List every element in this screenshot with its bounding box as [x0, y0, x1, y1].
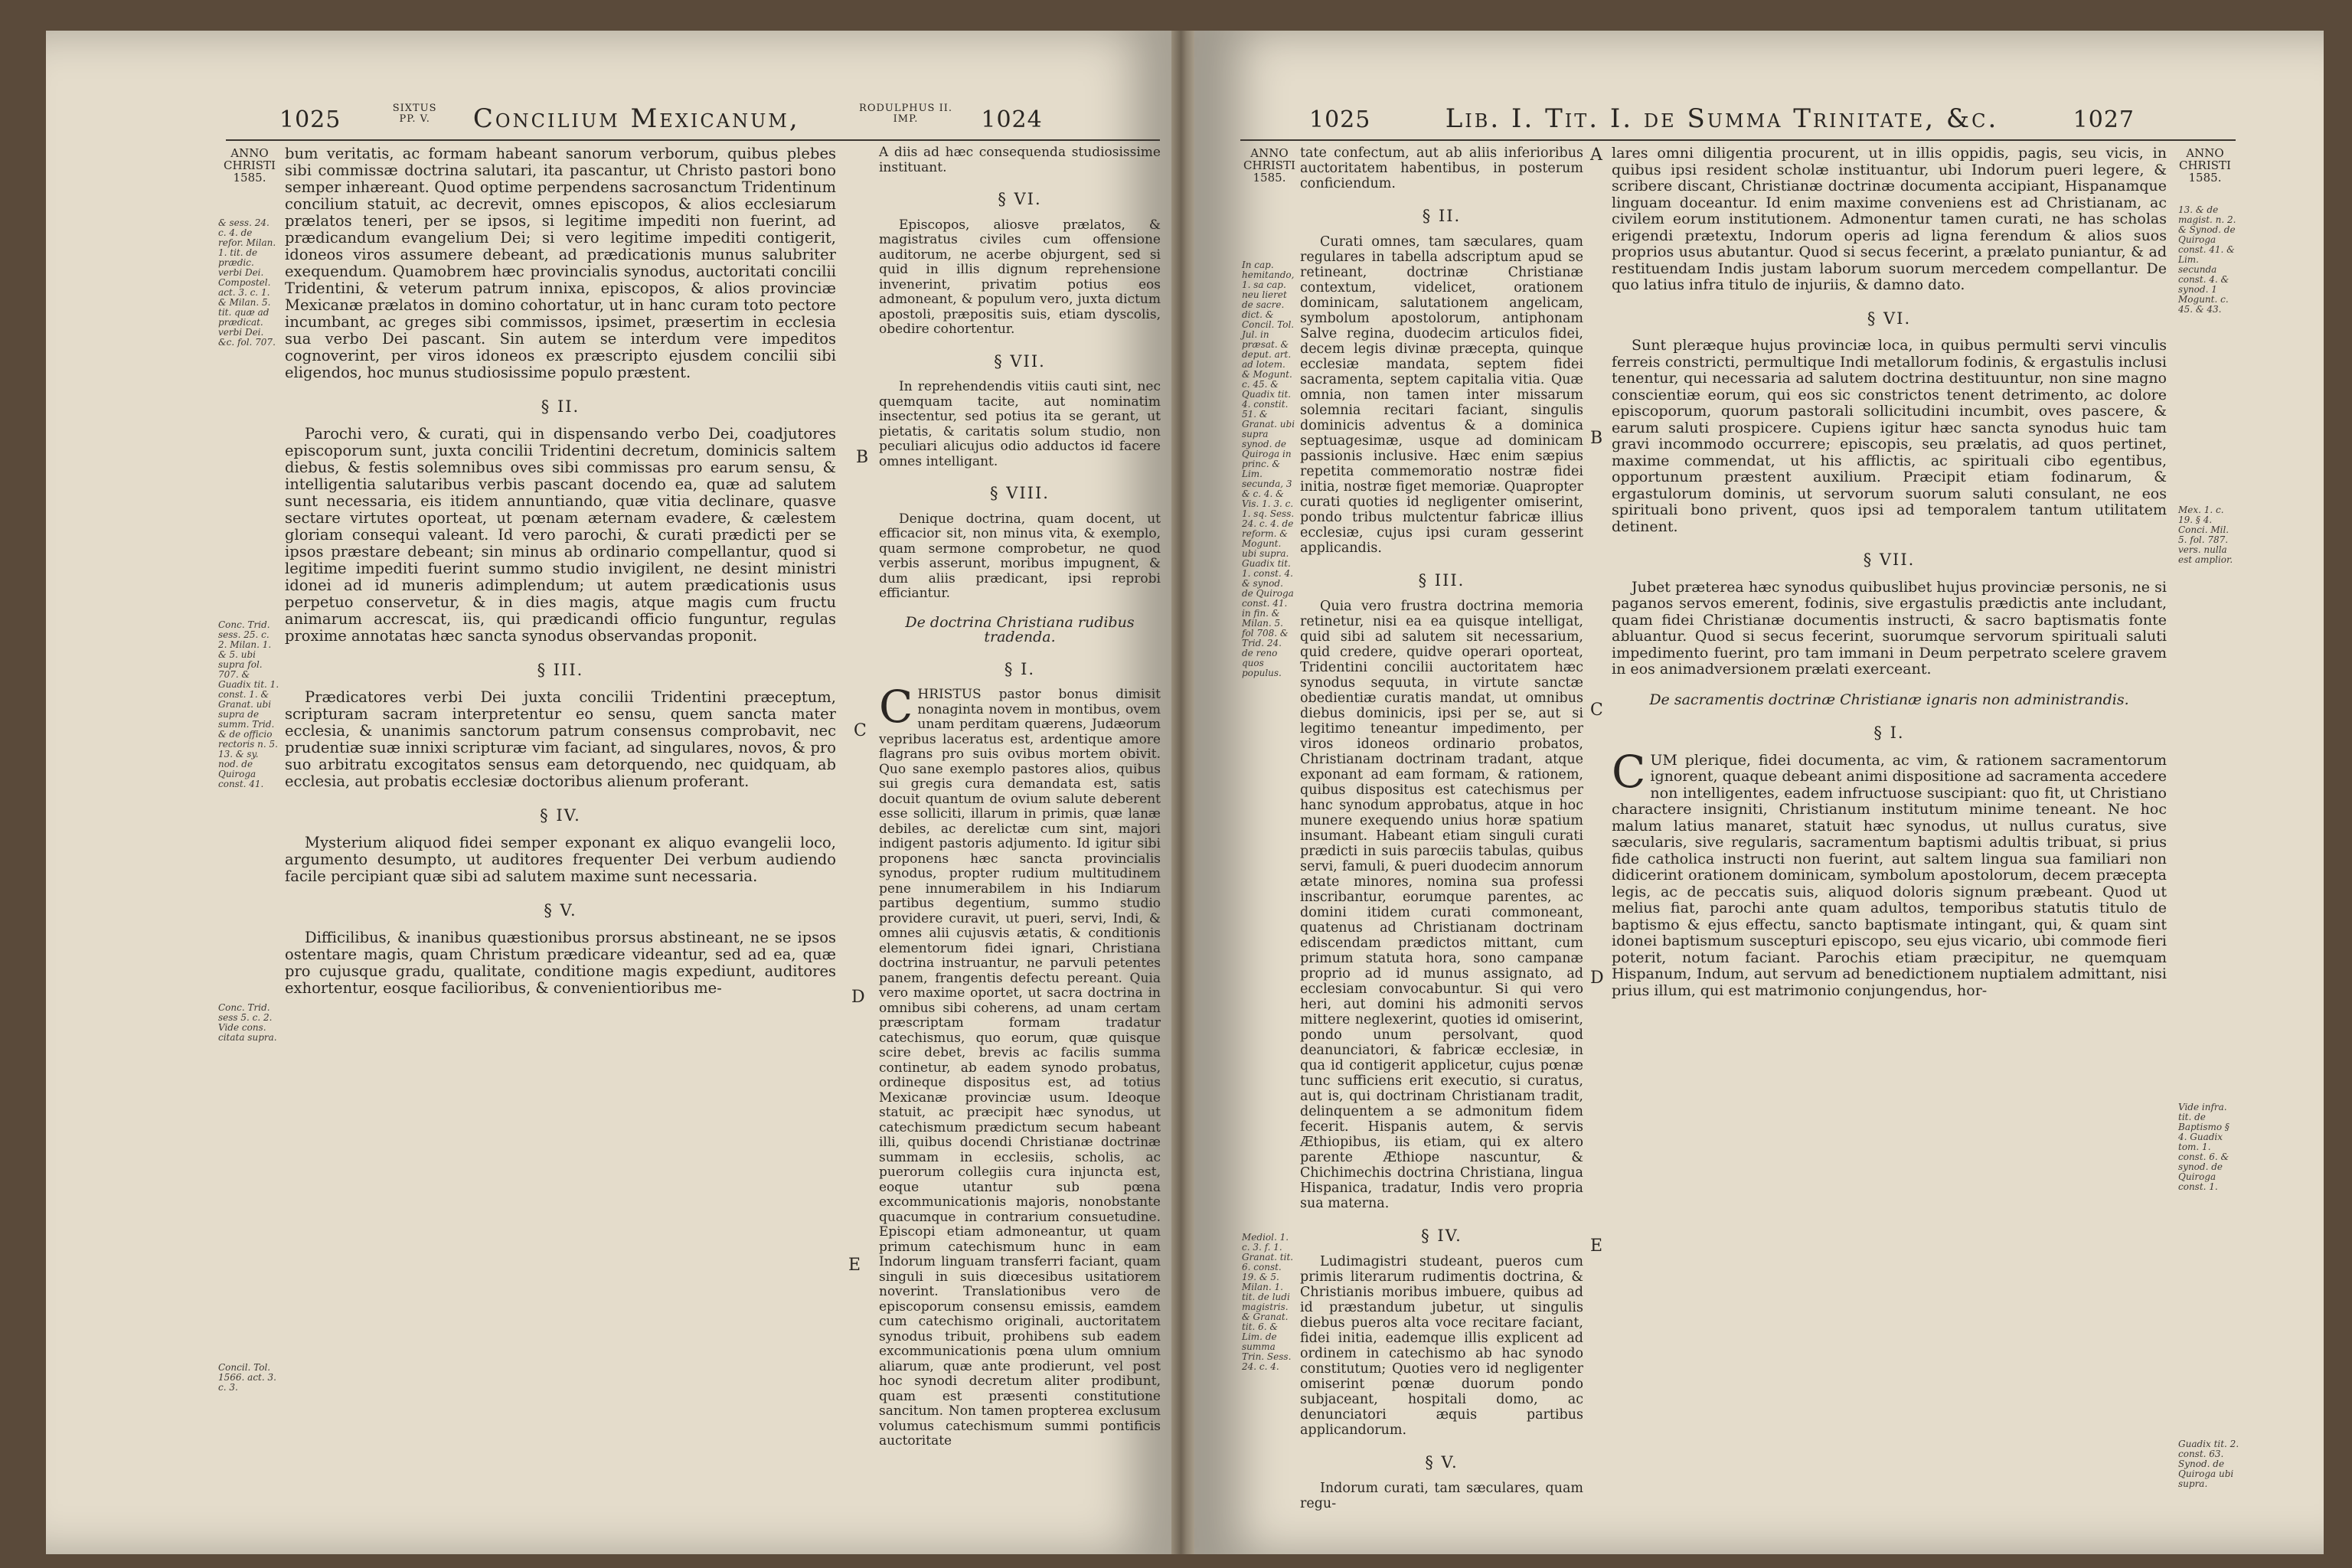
right-page	[1194, 31, 2324, 1554]
section-letter: C	[1590, 701, 1603, 720]
section-letter: B	[1590, 429, 1603, 448]
section-heading: § V.	[544, 901, 577, 920]
drop-cap: C	[1612, 745, 1646, 798]
paragraph: Prædicatores verbi Dei juxta concilii Tridentini præceptum, scripturam sacram interpretentur eo sensu, quem sancta mater ecclesia, & unanimis sanctorum patrum consensus comprobavit, nec prudentiæ suæ innixi scripturæ vim faciant, ad singulares, novos, & pro suo arbitratu excogitatos sensus eam detorquendo, nec quidquam, ab ecclesia, aut probatis ecclesiæ doctoribus alienum proferant.	[285, 688, 836, 790]
paragraph: Difficilibus, & inanibus quæstionibus prorsus abstineant, ne se ipsos ostentare magis, quam Christum prædicare videantur, sed ad ea, quæ pro cujusque gradu, qualitate, conditione magis expediunt, auditores exhortentur, eosque facilioribus, & convenientioribus me-	[285, 929, 836, 997]
section-heading: § VI.	[998, 190, 1042, 208]
right-page-number: 1027	[2073, 106, 2135, 133]
margin-note: Mex. 1. c. 19. § 4. Conci. Mil. 5. fol. 787. vers. nulla est amplior.	[2178, 505, 2233, 565]
section-letter: D	[851, 988, 865, 1007]
paragraph: Denique doctrina, quam docent, ut efficacior sit, non minus vita, & exemplo, quam sermone comprobetur, ne quod verbis asserunt, moribus impugnent, & dum aliis prædicant, ipsi reprobi efficiantur.	[879, 511, 1161, 601]
section-letter: A	[1590, 145, 1602, 165]
left-page-header	[279, 103, 1043, 134]
paragraph: Mysterium aliquod fidei semper exponant ex aliquo evangelii loco, argumento desumpto, ut auditores frequenter Dei verbum audiendo facile percipiant quæ sibi ad salutem maxime sunt necessaria.	[285, 834, 836, 885]
anno-label: ANNO CHRISTI 1585.	[224, 146, 276, 185]
paragraph: Parochi vero, & curati, qui in dispensando verbo Dei, coadjutores episcoporum sunt, juxta concilii Tridentini decretum, dominicis saltem diebus, & festis solemnibus oves sibi commissas pro earum sensu, & intelligentia salutaribus verbis pascant docendo ea, quæ ad salutem sunt necessaria, eis itidem annuntiando, quæ vitia declinare, quasve sectare virtutes oporteat, ut pœnam æternam evadere, & cælestem gloriam consequi valeant. Id vero parochi, & curati prædicti per se ipsos præstare debeant; sin minus ab ordinario compellantur, quod si legitime impediti fuerint summo studio invigilent, ne desint ministri idonei ad id muneris adimplendum; ut autem prædicationis usus perpetuo conservetur, & in dies magis, atque magis cum fructu animarum accrescat, iis, qui prædicandi officio funguntur, regulas proxime annotatas hæc sancta synodus observandas proponit.	[285, 425, 836, 645]
margin-note: 13. & de magist. n. 2. & Synod. de Quiroga const. 41. & Lim. secunda const. 4. & synod. 1 Mogunt. c. 45. & 43.	[2178, 204, 2236, 315]
paragraph: bum veritatis, ac formam habeant sanorum verborum, quibus plebes sibi commissæ doctrina salutari, ita pascantur, ut Christo pastori bono semper inhæreant. Quod optime perpendens sacrosanctum Tridentinum concilium statuit, ac decrevit, omnes episcopos, & alios ecclesiarum prælatos teneri, per se ipsos, si legitime impediti non fuerint, ad prædicandum evangelium Dei; si vero legitime impediti contigerit, idoneos viros assumere debeant, ad prædicationis munus salubriter exequendum. Quamobrem hæc provincialis synodus, auctoritati concilii Tridentini, & veterum patrum innixa, episcopos, & alios provinciæ Mexicanæ prælatos in domino cohortatur, ut in hanc curam toto pectore incumbant, ac greges sibi commissos, ipsimet, præsertim in ecclesia sua verbo Dei pascant. Sin autem se interdum vere impeditos cognoverint, per viros idoneos ex præscripto ejusdem concilii sibi eligendos, hoc munus studiosissime populo præstent.	[285, 145, 836, 381]
section-heading: § V.	[1425, 1453, 1459, 1472]
section-heading: § IV.	[1421, 1227, 1462, 1245]
section-letter: B	[856, 448, 869, 467]
margin-note: Conc. Trid. sess. 25. c. 2. Milan. 1. & 5. ubi supra fol. 707. & Guadix tit. 1. const. 1. & Granat. ubi supra de summ. Trid. & de officio rectoris n. 5. 13. & sy. nod. de Quiroga const. 41.	[218, 619, 279, 789]
paragraph: CUM plerique, fidei documenta, ac vim, & rationem sacramentorum ignorent, quaque debeant animi dispositione ad sacramenta accedere non intelligentes, eadem infructuose suscipiant: quo fit, ut Christiano charactere insigniti, Christianum institutum minime teneant. Ne hoc malum latius manaret, statuit hæc synodus, ut nullus curatus, sive sæcularis, sive regularis, sacramentum baptismi adultis tribuat, si prius fide catholica instructi non fuerint, aut saltem lingua sua familiari non didicerint orationem dominicam, symbolum apostolorum, decem præcepta legis, ac de peccatis suis, aliquod doloris signum præbeant. Quod ut melius fiat, parochi ante quam adultos, temporibus statutis titulo de baptismo & ejus effectu, sancto baptismate intingant, qui, & quam sint idonei baptismum suscepturi episcopo, seu ejus vicario, ubi commode fieri poterit, notum faciant. Parochis etiam præcipitur, ne quemquam Hispanum, Indum, aut servum ad benedictionem nuptialem admittant, nisi prius illum, qui est matrimonio conjungendus, hor-	[1612, 745, 2167, 999]
anno-label: ANNO CHRISTI 1585.	[2179, 146, 2231, 185]
rodulphus-label: RODULPHUS II. IMP.	[859, 103, 952, 125]
paragraph: CHRISTUS pastor bonus dimisit nonaginta novem in montibus, ovem unam perditam quærens, Judæorum vepribus laceratus est, ardentique amore flagrans pro suis ovibus mortem obivit. Quo sane exemplo pastores alios, quibus sui gregis cura demandata est, satis docuit quantum de ovium salute deberent esse solliciti, illarum in primis, quæ lanæ debiles, ac derelictæ cum sint, majori indigent pastoris adjumento. Id igitur sibi proponens hæc sancta provincialis synodus, propter rudium multitudinem pene innumerabilem in his Indiarum partibus degentium, summo studio providere curavit, ut pueri, servi, Indi, & omnes alii cujusvis ætatis, & conditionis elementorum fidei ignari, Christiana doctrina instruantur, ne parvuli petentes panem, frangentis defectu pereant. Quia vero maxime oportet, ut sacra doctrina in omnibus sibi coherens, ad unam certam præscriptam formam tradatur catechismus, quo eorum, quæ quisque scire debet, brevis ac facilis summa continetur, ab eadem synodo probatus, ordineque dispositus est, ad totius Mexicanæ provinciæ usum. Ideoque statuit, ac præcipit hæc synodus, ut catechismum prædictum secum habeant illi, quibus docendi Christianæ doctrinæ summam in ecclesiis, scholis, ac puerorum collegiis cura injuncta est, eoque utantur sub pœna excommunicationis majoris, nonobstante quacumque in contrarium consuetudine. Episcopi etiam admoneantur, ut quam primum catechismum hunc in eam Indorum linguam transferri faciant, quam singuli in suis diœcesibus usitatiorem noverint. Translationibus vero de episcoporum consensu emissis, eamdem cum catechismo originali, auctoritatem synodus tribuit, prohibens sub eadem excommunicationis pœna ulum omnium aliarum, quæ ante prodierunt, vel post hoc synodi decretum aliter prodibunt, quam est præsenti constitutione sancitum. Non tamen propterea exclusum volumus catechismum summi pontificis auctoritate	[879, 681, 1161, 1449]
paragraph: Indorum curati, tam sæculares, quam regu-	[1300, 1481, 1583, 1511]
paragraph: Episcopos, aliosve prælatos, & magistratus civiles cum offensione auditorum, ne acerbe objurgent, sed si quid in illis dignum reprehensione invenerint, privatim potius eos admoneant, & populum vero, juxta dictum apostoli, præpositis suis, etiam dyscolis, obedire cohortentur.	[879, 217, 1161, 337]
section-heading: § II.	[1422, 207, 1462, 225]
paragraph: Ludimagistri studeant, pueros cum primis literarum rudimentis doctrina, & Christianis moribus imbuere, quibus ad id præstandum jubetur, ut singulis diebus pueros alta voce recitare faciant, fidei initia, eademque illis explicent ad ordinem in catechismo ab hac synodo constitutum; Quoties vero id negligenter omiserint pœnæ duorum pondo subjaceant, hospitali domo, ac denunciatori æquis partibus applicandorum.	[1300, 1254, 1583, 1438]
header-rule	[226, 139, 1160, 141]
section-heading: § III.	[537, 661, 584, 679]
right-column-2	[1612, 145, 2167, 1004]
margin-note: Conc. Trid. sess 5. c. 2. Vide cons. citata supra.	[218, 1002, 277, 1043]
left-column-1	[285, 145, 836, 1001]
margin-note: & sess. 24. c. 4. de refor. Milan. 1. tit. de prædic. verbi Dei. Compostel. act. 3. c. 1. & Milan. 5. tit. quæ ad prædicat. verbi Dei. &c. fol. 707.	[218, 217, 276, 348]
left-page-title: Concilium Mexicanum,	[472, 103, 800, 134]
section-heading: § IV.	[540, 806, 581, 825]
margin-note: Guadix tit. 2. const. 63. Synod. de Quiroga ubi supra.	[2178, 1439, 2239, 1489]
section-heading: § I.	[1004, 659, 1036, 678]
margin-note: Mediol. 1. c. 3. f. 1. Granat. tit. 6. const. 19. & 5. Milan. 1. tit. de ludi magistris. & Granat. tit. 6. & Lim. de summa Trin. Sess. 24. c. 4.	[1242, 1232, 1294, 1372]
section-heading: § III.	[1418, 571, 1465, 590]
right-page-header	[1309, 103, 2135, 134]
section-heading: § VII.	[1863, 550, 1916, 569]
rubric: De doctrina Christiana rudibus tradenda.	[905, 613, 1135, 645]
sixtus-label: SIXTUS PP. V.	[392, 103, 437, 125]
right-page-title: Lib. I. Tit. I. de Summa Trinitate, &c.	[1445, 103, 1999, 134]
paragraph: Jubet præterea hæc synodus quibuslibet hujus provinciæ personis, ne si paganos servos emerent, fodinis, sive ergastulis prædictis ante includant, quam fidei Christianæ documentis instructi, & sacro baptismatis fonte abluantur. Quod si secus fecerint, suorumque servorum spirituali saluti impedimento fuerint, pro tam immani in Deum perpetrato scelere gravem in eos animadversionem prælati exerceant.	[1612, 578, 2167, 678]
section-letter: C	[854, 721, 867, 740]
paragraph: Quia vero frustra doctrina memoria retinetur, nisi ea ea quisque intelligat, quid sibi ad salutem sit necessarium, quid credere, quidve operari oporteat, Tridentini concilii auctoritatem hæc synodus sequuta, in virtute sanctæ obedientiæ curatis mandat, ut omnibus diebus dominicis, ipsi per se, aut si legitimo teneantur impedimento, per viros idoneos ordinario probatos, Christianam doctrinam tradant, atque exponant ad eam formam, & rationem, quibus dispositus est catechismus per hanc synodum approbatus, atque in hoc munere exequendo unius horæ spatium insumant. Habeant etiam singuli curati prædicti in suis parœciis tabulas, quibus servi, famuli, & pueri duodecim annorum ætate minores, nomina sua professi inscribantur, eorumque parentes, ac domini itidem curati commoneant, quatenus ad Christianam doctrinam ediscendam prædictos mittant, cum primum statuta hora, sono campanæ proprio ad id munus assignato, ad ecclesiam convocabuntur. Si qui vero heri, aut domini his admoniti servos mittere neglexerint, quoties id omiserint, pondo unum persolvant, quod deanunciatori, & fabricæ ecclesiæ, in qua id contigerit applicetur, cujus pœnæ tunc sufficiens erit executio, si curatus, aut is, qui doctrinam Christianam tradit, delinquentem a se admonitum fidem fecerit. Hispanis autem, & servis Æthiopibus, iis etiam, qui ex altero parente Æthiope nascuntur, & Chichimechis doctrina Christiana, lingua Hispanica, tradatur, Indis vero propria sua materna.	[1300, 599, 1583, 1211]
paragraph: tate confectum, aut ab aliis inferioribus auctoritatem habentibus, in posterum conficiendum.	[1300, 145, 1583, 191]
left-column-2	[879, 145, 1161, 1454]
right-page-number-left: 1025	[1309, 106, 1371, 133]
header-rule	[1240, 139, 2236, 141]
paragraph: A diis ad hæc consequenda studiosissime instituant.	[879, 145, 1161, 175]
paragraph: In reprehendendis vitiis cauti sint, nec quemquam tacite, aut nominatim insectentur, sed potius ita se gerant, ut pietatis, & caritatis solum studio, non peculiari alicujus odio adductos id facere omnes intelligant.	[879, 379, 1161, 469]
right-column-1	[1300, 145, 1583, 1516]
margin-note: Vide infra. tit. de Baptismo § 4. Guadix tom. 1. const. 6. & synod. de Quiroga const. 1.	[2178, 1102, 2230, 1192]
left-page	[46, 31, 1171, 1554]
paragraph: Sunt pleræque hujus provinciæ loca, in quibus permulti servi vinculis ferreis constricti, permultique Indi metallorum fodinis, & ergastulis inclusi tenentur, qui necessaria ad salutem doctrina destituuntur, non sine magno conscientiæ eorum, qui eos sic constrictos tenent detrimento, ac dolore episcoporum, quorum pastorali sollicitudini incumbit, oves pascere, & earum saluti prospicere. Cupiens igitur hæc sancta synodus huic tam gravi incommodo occurrere; episcopis, seu prælatis, ad quos pertinet, maxime commendat, ut his afflictis, ac spirituali cibo egentibus, opportunum præstent auxilium. Præcipit etiam fodinarum, & ergastulorum dominis, ut servorum suorum saluti consulant, ne eos spirituali bono privent, quos ipsi ad temporalem tantum utilitatem detinent.	[1612, 337, 2167, 535]
margin-note: In cap. hemitando, 1. sa cap. neu lieret de sacre. dict. & Concil. Tol. Jul. in præsat. & deput. art. ad lotem. & Mogunt. c. 45. & Quadix tit. 4. constit. 51. & Granat. ubi supra synod. de Quiroga in princ. & Lim. secunda, 3 & c. 4. & Vis. 1. 3. c. 1. sq. Sess. 24. c. 4. de reform. & Mogunt. ubi supra. Guadix tit. 1. const. 4. & synod. de Quiroga const. 41. in fin. & Milan. 5. fol 708. & Trid. 24. de reno quos populus.	[1242, 260, 1295, 678]
rubric: De sacramentis doctrinæ Christianæ ignaris non administrandis.	[1649, 691, 2129, 708]
section-heading: § II.	[541, 397, 580, 416]
paragraph: lares omni diligentia procurent, ut in illis oppidis, pagis, seu vicis, in quibus ipsi resident scholæ instituantur, ubi Indorum pueri legere, & scribere discant, Christianæ doctrinæ documenta accipiant, Hispanamque linguam doceantur. Id enim maxime conveniens est ad Christianam, ac civilem eorum institutionem. Admonentur tamen curati, ne has scholas erigendi prætextu, Indorum operis ad ligna ferendum & alios suos proprios usus abutantur. Quod si secus fecerint, a prælato puniantur, & ad restituendam Indis justam laborum suorum mercedem compellantur. De quo latius infra titulo de injuriis, & damno dato.	[1612, 145, 2167, 293]
drop-cap: C	[879, 681, 913, 733]
section-letter: E	[1590, 1236, 1603, 1256]
anno-label: ANNO CHRISTI 1585.	[1243, 146, 1295, 185]
section-heading: § VI.	[1867, 309, 1912, 328]
section-letter: E	[848, 1256, 861, 1275]
section-heading: § I.	[1873, 724, 1905, 742]
margin-note: Concil. Tol. 1566. act. 3. c. 3.	[218, 1362, 276, 1393]
section-heading: § VII.	[994, 351, 1046, 371]
section-letter: D	[1590, 969, 1604, 988]
left-page-number-right: 1024	[981, 106, 1043, 133]
paragraph: Curati omnes, tam sæculares, quam regulares in tabella adscriptum apud se retineant, doctrinæ Christianæ contextum, videlicet, orationem dominicam, salutationem angelicam, symbolum apostolorum, antiphonam Salve regina, duodecim articulos fidei, decem legis divinæ præcepta, quinque ecclesiæ mandata, septem fidei sacramenta, septem capitalia vitia. Quæ omnia, non tamen inter missarum solemnia recitari faciant, singulis dominicis adventus & a dominica septuagesimæ, usque ad dominicam passionis inclusive. Hæc enim sæpius repetita commemoratio nostræ fidei initia, nostræ figet memoriæ. Quapropter curati quoties id negligenter omiserint, pondo tribus mulctentur fabricæ illius ecclesiæ, cujus ipsi curam gesserint applicandis.	[1300, 234, 1583, 556]
left-page-number: 1025	[279, 106, 341, 133]
section-heading: § VIII.	[990, 484, 1050, 502]
